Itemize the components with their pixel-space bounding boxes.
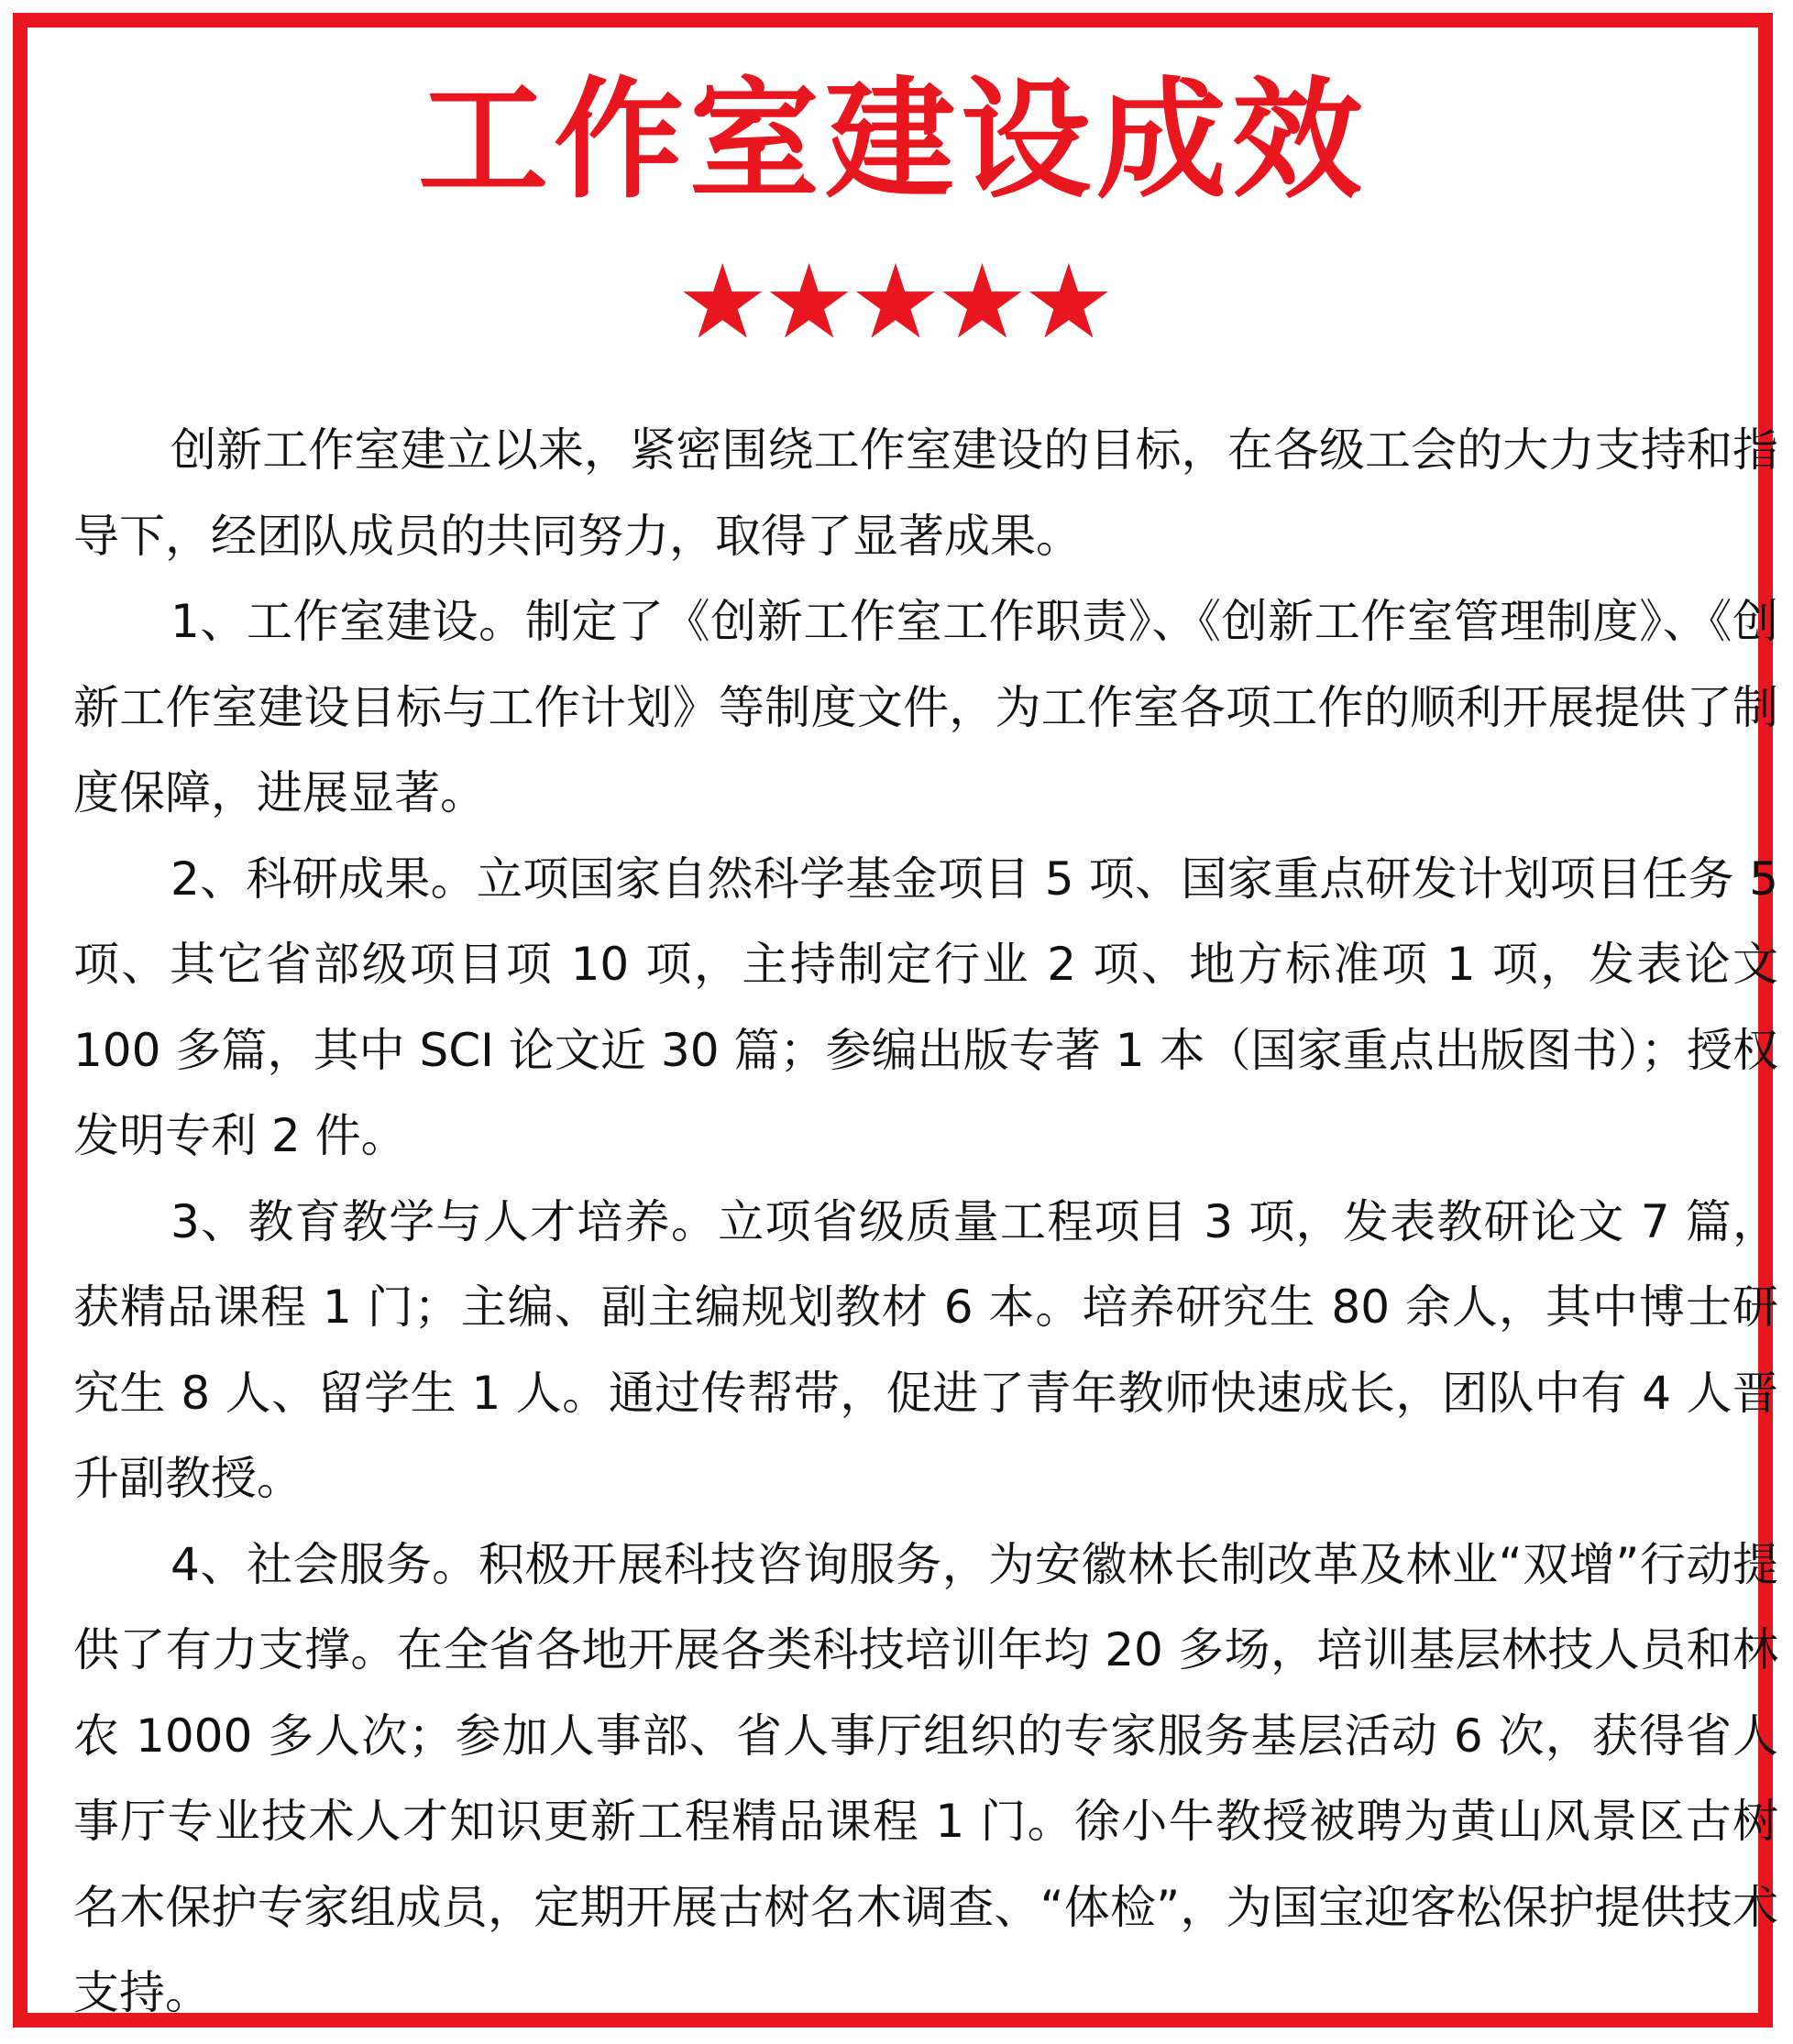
research-results-paragraph: 2、科研成果。立项国家自然科学基金项目 5 项、国家重点研发计划项目任务 5 项、其它省部级项目项 10 项，主持制定行业 2 项、地方标准项 1 项，发表论文 100 多篇，其中 SCI 论文近 30 篇；参编出版专著 1 本（国家重点出版图书）；授权发明专利 2 件。 (73, 852, 1778, 1162)
red-border-frame (13, 13, 1778, 2028)
education-talent-paragraph: 3、教育教学与人才培养。立项省级质量工程项目 3 项，发表教研论文 7 篇，获精品课程 1 门；主编、副主编规划教材 6 本。培养研究生 80 余人，其中博士研究生 8 人、留学生 1 人。通过传帮带，促进了青年教师快速成长，团队中有 4 人晋升副教授。 (73, 1194, 1778, 1505)
intro-paragraph: 创新工作室建立以来，紧密围绕工作室建设的目标，在各级工会的大力支持和指导下，经团队成员的共同努力，取得了显著成果。 (73, 423, 1778, 563)
body-text (73, 408, 1778, 2037)
social-service-paragraph: 4、社会服务。积极开展科技咨询服务，为安徽林长制改革及林业“双增”行动提供了有力支撑。在全省各地开展各类科技培训年均 20 多场，培训基层林技人员和林农 1000 多人次；参加人事部、省人事厅组织的专家服务基层活动 6 次，获得省人事厅专业技术人才知识更新工程精品课程 1 门。徐小牛教授被聘为黄山风景区古树名木保护专家组成员，定期开展古树名木调查、“体检”，为国宝迎客松保护提供技术支持。 (73, 1537, 1778, 2019)
page-title: 工作室建设成效 (418, 65, 1368, 216)
star-rating: ★★★★★ (676, 243, 1110, 362)
studio-construction-paragraph: 1、工作室建设。制定了《创新工作室工作职责》、《创新工作室管理制度》、《创新工作室建设目标与工作计划》等制度文件，为工作室各项工作的顺利开展提供了制度保障，进展显著。 (73, 595, 1778, 819)
